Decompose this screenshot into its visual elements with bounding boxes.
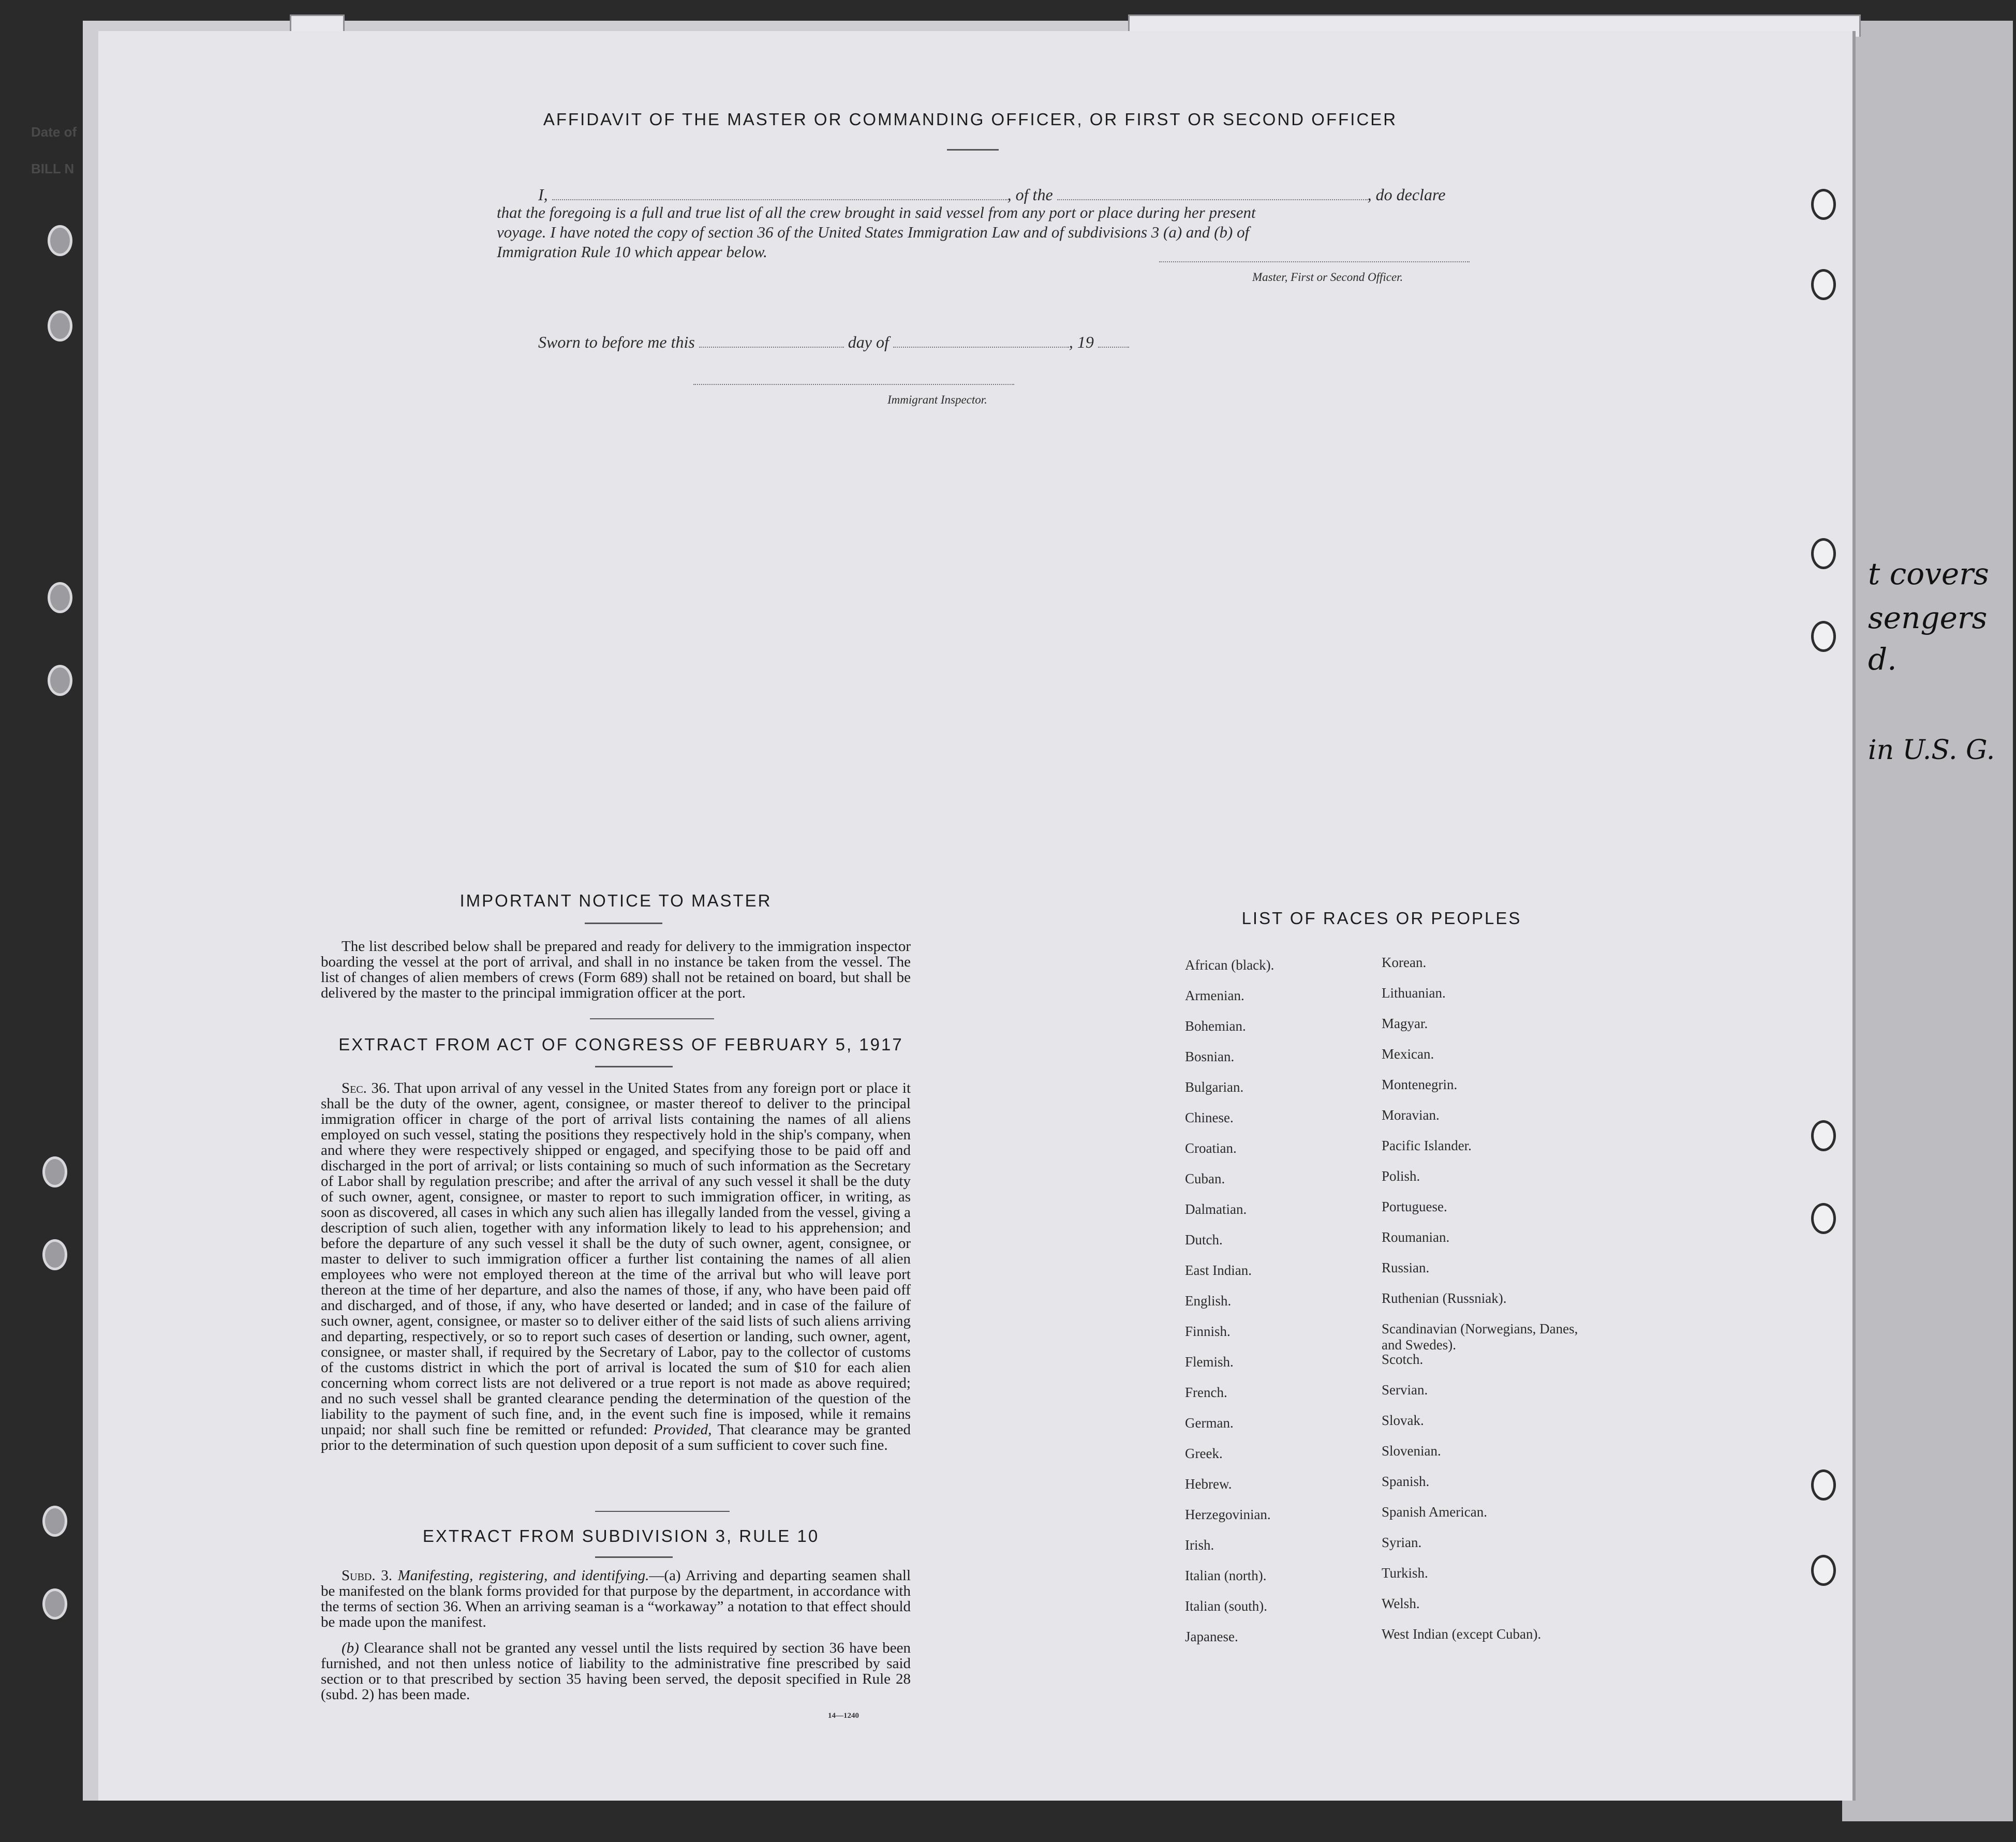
race-item: Syrian.: [1382, 1535, 1422, 1550]
race-item: Bohemian.: [1185, 1018, 1246, 1034]
binder-hole: [48, 665, 72, 696]
declaration-line-2: that the foregoing is a full and true list of all the crew brought in said vessel from any port or place during her present: [497, 203, 1256, 221]
signature-caption: Master, First or Second Officer.: [1252, 271, 1403, 284]
sworn-year: , 19: [1069, 333, 1094, 351]
sworn-day-of: day of: [848, 333, 889, 351]
act-section-label: Sec. 36.: [342, 1080, 390, 1096]
race-item: German.: [1185, 1415, 1234, 1431]
stamp-line-1: Date of: [31, 124, 77, 140]
race-item: Slovenian.: [1382, 1443, 1441, 1459]
race-item: Irish.: [1185, 1537, 1214, 1553]
race-item: Ruthenian (Russniak).: [1382, 1290, 1507, 1306]
month-blank: [893, 347, 1069, 348]
binder-hole: [1811, 1120, 1836, 1151]
race-item: Flemish.: [1185, 1354, 1234, 1370]
declaration-body: [497, 203, 1480, 262]
rule-rule: [595, 1556, 673, 1558]
day-blank: [699, 347, 844, 348]
date-stamp: [31, 124, 83, 238]
binder-hole: [1811, 269, 1836, 300]
name-blank: [552, 199, 1007, 200]
race-item: Dalmatian.: [1185, 1201, 1247, 1217]
act-rule: [595, 1066, 673, 1067]
race-item: Korean.: [1382, 955, 1427, 970]
binder-hole: [42, 1239, 67, 1270]
act-text: [321, 1080, 911, 1453]
race-item: Cuban.: [1185, 1171, 1225, 1186]
rule-para-b: [321, 1640, 911, 1702]
race-item: Armenian.: [1185, 988, 1244, 1003]
race-item: Roumanian.: [1382, 1229, 1450, 1245]
race-item: Magyar.: [1382, 1016, 1428, 1031]
binder-hole: [42, 1506, 67, 1537]
race-item: Finnish.: [1185, 1324, 1231, 1339]
affidavit-title: AFFIDAVIT OF THE MASTER OR COMMANDING OFFICER, OR FIRST OR SECOND OFFICER: [543, 110, 1398, 129]
races-column-1: [1185, 957, 1361, 1659]
race-item: French.: [1185, 1385, 1227, 1400]
margin-note: t covers: [1868, 556, 1989, 591]
race-item: Spanish American.: [1382, 1504, 1487, 1520]
declaration-line-3: voyage. I have noted the copy of section 36 of the United States Immigration Law and of subdivisions 3 (a) and (b) of: [497, 223, 1250, 241]
race-item: Greek.: [1185, 1446, 1223, 1461]
act-body: That upon arrival of any vessel in the United States from any foreign port or place it shall be the duty of the owner, agent, consignee, or master thereof to deliver to the principal immigration officer in charge of the port of arrival lists containing the names of all aliens employed on such vessel, stating the positions they respectively hold in the ship's company, when and where they were respectively shipped or engaged, and specifying those to be paid off and discharged in the port of arrival; or lists containing so much of such information as the Secretary of Labor shall by regulation prescribe; and after the arrival of any such vessel it shall be the duty of such owner, agent, consignee, or master to report to such immigration officer, in writing, as soon as discovered, all cases in which any such alien has illegally landed from the vessel, giving a description of such alien, together with any information likely to lead to his apprehension; and before the departure of any such vessel it shall be the duty of such owner, agent, consignee, or master to deliver to such immigration officer a further list containing the names of all alien employees who were not employed thereon at the time of the arrival but who will leave port thereon at the time of her departure, and also the names of those, if any, who have been paid off and discharged, and of those, if any, who have deserted or landed; and in case of the failure of such owner, agent, consignee, or master so to deliver either of the said lists of such aliens arriving and departing, respectively, or so to report such cases of desertion or landing, such owner, agent, consignee, or master shall, if required by the Secretary of Labor, pay to the collector of customs of the customs district in which the port of arrival is located the sum of $10 for each alien concerning whom correct lists are not delivered or a true report is not made as above required; and no such vessel shall be granted clearance pending the determination of the question of the liability to the payment of such fine, and, in the event such fine is imposed, while it remains unpaid; nor shall such fine be remitted or refunded:: [321, 1080, 911, 1438]
race-item: Polish.: [1382, 1168, 1420, 1184]
binder-hole: [1811, 1203, 1836, 1234]
rule-para-b-label: (b): [342, 1640, 359, 1656]
binder-hole: [48, 582, 72, 613]
binder-hole: [42, 1156, 67, 1187]
race-item: African (black).: [1185, 957, 1274, 973]
binder-hole: [42, 1588, 67, 1620]
race-item: Croatian.: [1185, 1140, 1237, 1156]
race-item: Herzegovinian.: [1185, 1507, 1271, 1522]
race-item: Japanese.: [1185, 1629, 1238, 1644]
notice-rule: [585, 923, 662, 924]
binder-hole: [1811, 1555, 1836, 1586]
race-item: Welsh.: [1382, 1596, 1420, 1611]
form-number: 14—1240: [828, 1712, 859, 1720]
inspector-signature-line: [693, 384, 1014, 385]
binder-hole: [48, 225, 72, 256]
rule-para-a-text: —(a) Arriving and departing seamen shall be manifested on the blank forms provided for that purpose by the department, in accordance with the terms of section 36. When an arriving seaman is a “workaway” a notation to that effect should be made upon the manifest.: [321, 1567, 911, 1630]
notice-text: The list described below shall be prepared and ready for delivery to the immigration inspector boarding the vessel at the port of arrival, and shall in no instance be taken from the vessel. The list of changes of alien members of crews (Form 689) shall not be retained on board, but shall be delivered by the master to the principal immigration officer at the port.: [321, 938, 911, 1001]
race-item: Montenegrin.: [1382, 1077, 1458, 1092]
race-item: Scotch.: [1382, 1351, 1424, 1367]
act-title: EXTRACT FROM ACT OF CONGRESS OF FEBRUARY 5, 1917: [338, 1035, 903, 1054]
binder-hole: [1811, 1469, 1836, 1501]
act-proviso-label: Provided,: [653, 1421, 712, 1438]
inspector-caption: Immigrant Inspector.: [887, 393, 987, 406]
race-item: Dutch.: [1185, 1232, 1223, 1247]
rule-para-a: [321, 1568, 911, 1630]
declaration-line-4: Immigration Rule 10 which appear below.: [497, 243, 767, 261]
race-item: Bulgarian.: [1185, 1079, 1244, 1095]
race-item: Bosnian.: [1185, 1049, 1235, 1064]
race-item: English.: [1185, 1293, 1232, 1309]
binder-hole: [1811, 189, 1836, 220]
race-item: Slovak.: [1382, 1413, 1424, 1428]
declaration-line-1: [538, 185, 1480, 204]
rule-para-b-text: Clearance shall not be granted any vessel until the lists required by section 36 have been furnished, and not then unless notice of liability to the administrative fine prescribed by said section or to that prescribed by section 35 having been served, the deposit specified in Rule 28 (subd. 2) has been made.: [321, 1640, 911, 1703]
act-proviso: That clearance may be granted prior to the determination of such question upon deposit of a sum sufficient to cover such fine.: [321, 1421, 911, 1453]
title-rule: [947, 149, 999, 151]
binder-hole: [48, 310, 72, 341]
race-item: Spanish.: [1382, 1474, 1430, 1489]
race-item: Lithuanian.: [1382, 985, 1446, 1001]
vessel-blank: [1057, 199, 1368, 200]
right-sheet-edge: [1842, 21, 2013, 1821]
margin-note: in U.S. G.: [1868, 735, 1995, 766]
notice-title: IMPORTANT NOTICE TO MASTER: [459, 891, 772, 910]
sworn-text: Sworn to before me this: [538, 333, 695, 351]
binder-hole: [1811, 538, 1836, 569]
race-item: Scandinavian (Norwegians, Danes, and Swedes).: [1382, 1321, 1578, 1353]
race-item: Mexican.: [1382, 1046, 1434, 1062]
year-blank: [1098, 347, 1129, 348]
declaration-declare: , do declare: [1367, 185, 1446, 204]
race-item: Pacific Islander.: [1382, 1138, 1472, 1153]
races-column-2: [1382, 955, 1599, 1657]
race-item: Italian (south).: [1185, 1598, 1267, 1614]
race-item: Servian.: [1382, 1382, 1428, 1398]
margin-note: sengers: [1868, 600, 1988, 635]
race-item: Portuguese.: [1382, 1199, 1447, 1214]
binder-hole: [1811, 621, 1836, 652]
sworn-line: [538, 333, 1190, 352]
margin-note: d.: [1868, 642, 1897, 677]
declaration-i: I,: [538, 185, 548, 204]
race-item: Turkish.: [1382, 1565, 1428, 1581]
race-item: Hebrew.: [1185, 1476, 1232, 1492]
race-item: East Indian.: [1185, 1262, 1252, 1278]
races-title: LIST OF RACES OR PEOPLES: [1241, 909, 1522, 928]
act-divider: [595, 1511, 730, 1512]
notice-divider: [590, 1018, 714, 1019]
rule-subd-label: Subd. 3.: [342, 1567, 392, 1584]
race-item: Chinese.: [1185, 1110, 1234, 1125]
declaration-of: , of the: [1007, 185, 1053, 204]
stamp-line-2: BILL N: [31, 161, 75, 176]
rule-subd-title: Manifesting, registering, and identifying.: [397, 1567, 649, 1584]
race-item: Moravian.: [1382, 1107, 1440, 1123]
signature-line: [1159, 261, 1470, 262]
race-item: Russian.: [1382, 1260, 1430, 1275]
race-item: Italian (north).: [1185, 1568, 1267, 1583]
race-item: West Indian (except Cuban).: [1382, 1626, 1541, 1642]
rule-title: EXTRACT FROM SUBDIVISION 3, RULE 10: [422, 1526, 820, 1546]
